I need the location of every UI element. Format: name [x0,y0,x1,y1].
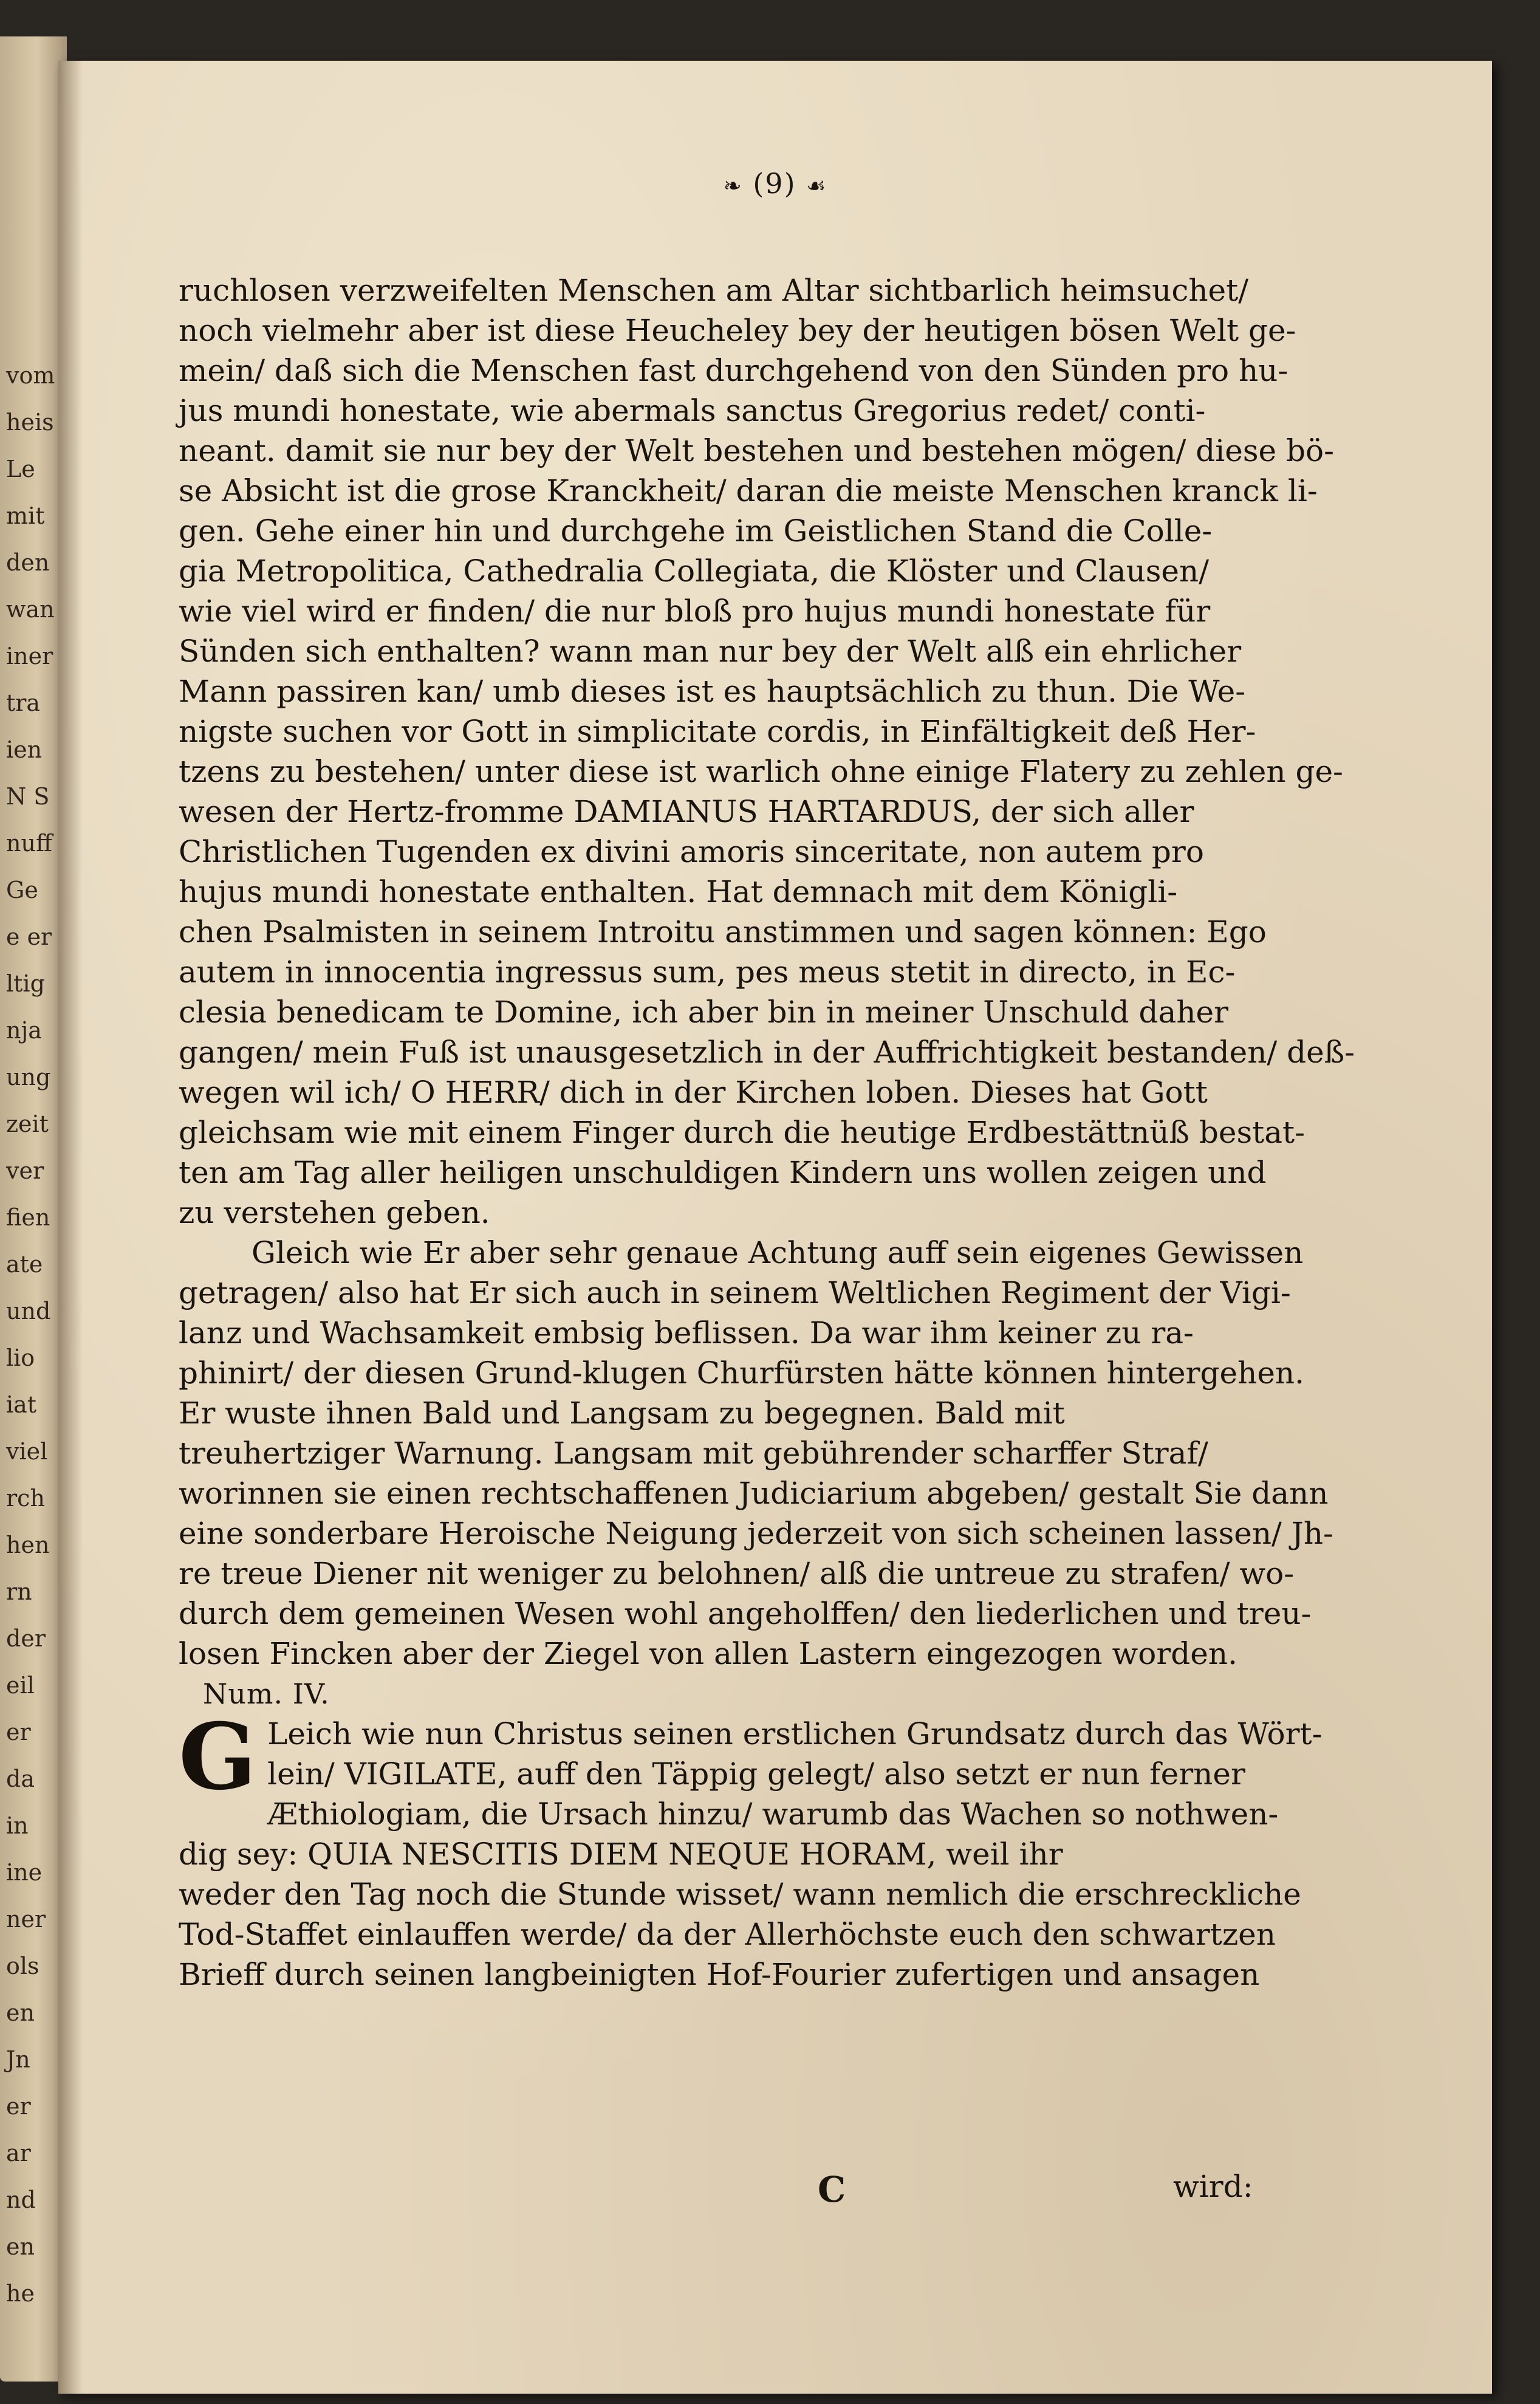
ornament-left-icon: ❧ [723,174,743,199]
text-line: lein/ VIGILATE, auff den Täppig gelegt/ also setzt er nun ferner [267,1756,1245,1792]
text-line: losen Fincken aber der Ziegel von allen Lastern eingezogen worden. [179,1636,1237,1671]
text-line: gen. Gehe einer hin und durchgehe im Geistlichen Stand die Colle- [179,513,1213,549]
edge-fragment: ols [6,1953,39,1979]
text-line: Er wuste ihnen Bald und Langsam zu begegnen. Bald mit [179,1395,1065,1431]
edge-fragment: da [6,1765,35,1792]
edge-fragment: Le [6,456,35,482]
ornament-right-icon: ☙ [806,174,827,199]
body-text [179,270,1355,1995]
edge-fragment: Ge [6,877,38,903]
text-line: se Absicht ist die grose Kranckheit/ daran die meiste Menschen kranck li- [179,473,1318,509]
page-number: (9) [753,167,796,200]
edge-fragment: vom [6,362,55,389]
edge-fragment: ner [6,1906,46,1933]
edge-fragment: hen [6,1532,50,1558]
text-line: zu verstehen geben. [179,1195,490,1230]
text-line: clesia benedicam te Domine, ich aber bin in meiner Unschuld daher [179,995,1229,1030]
text-line: Brieff durch seinen langbeinigten Hof-Fourier zufertigen und ansagen [179,1957,1260,1992]
text-line: Christlichen Tugenden ex divini amoris sinceritate, non autem pro [179,834,1204,869]
text-line: gleichsam wie mit einem Finger durch die heutige Erdbestättnüß bestat- [179,1115,1306,1150]
edge-fragment: N S [6,783,50,810]
edge-fragment: heis [6,409,54,436]
text-line: wegen wil ich/ O HERR/ dich in der Kirchen loben. Dieses hat Gott [179,1075,1208,1110]
edge-fragment: Jn [6,2046,30,2073]
text-line: dig sey: QUIA NESCITIS DIEM NEQUE HORAM, weil ihr [179,1837,1063,1872]
text-line: wie viel wird er finden/ die nur bloß pro hujus mundi honestate für [179,594,1211,629]
edge-fragment: in [6,1812,29,1839]
edge-fragment: iner [6,643,53,669]
edge-fragment: lio [6,1344,35,1371]
text-line: Gleich wie Er aber sehr genaue Achtung auff sein eigenes Gewissen [252,1235,1304,1270]
edge-fragment: wan [6,596,55,623]
edge-fragment: nja [6,1017,42,1044]
text-line: Sünden sich enthalten? wann man nur bey der Welt alß ein ehrlicher [179,634,1242,669]
edge-fragment: en [6,2233,35,2260]
edge-fragment: ar [6,2140,31,2166]
edge-fragment: nuff [6,830,52,857]
edge-fragment: der [6,1625,46,1652]
previous-page-edge [0,36,67,2382]
page [58,61,1492,2394]
text-line: worinnen sie einen rechtschaffenen Judiciarium abgeben/ gestalt Sie dann [179,1476,1329,1511]
text-line: noch vielmehr aber ist diese Heucheley bey der heutigen bösen Welt ge- [179,313,1296,348]
text-line: getragen/ also hat Er sich auch in seinem Weltlichen Regiment der Vigi- [179,1275,1291,1310]
edge-fragment: und [6,1298,51,1324]
text-line: Leich wie nun Christus seinen erstlichen Grundsatz durch das Wört- [267,1716,1323,1752]
edge-fragment: en [6,1999,35,2026]
gutter-shadow [58,61,83,2394]
text-line: autem in innocentia ingressus sum, pes meus stetit in directo, in Ec- [179,954,1236,990]
edge-fragment: den [6,549,50,576]
paragraph-1 [179,270,1355,1233]
page-number-header [58,167,1492,200]
edge-fragment: fien [6,1204,50,1231]
text-line: treuhertziger Warnung. Langsam mit gebührender scharffer Straf/ [179,1436,1208,1471]
text-line: gangen/ mein Fuß ist unausgesetzlich in der Auffrichtigkeit bestanden/ deß- [179,1035,1355,1070]
edge-fragment: viel [6,1438,48,1465]
text-line: chen Psalmisten in seinem Introitu anstimmen und sagen können: Ego [179,914,1267,950]
drop-capital: G [179,1704,257,1810]
edge-fragment: nd [6,2187,36,2213]
text-line: mein/ daß sich die Menschen fast durchgehend von den Sünden pro hu- [179,353,1288,388]
text-line: wesen der Hertz-fromme DAMIANUS HARTARDUS, der sich aller [179,794,1194,829]
text-line: ruchlosen verzweifelten Menschen am Altar sichtbarlich heimsuchet/ [179,273,1249,308]
edge-fragment: er [6,1719,31,1745]
edge-fragment: zeit [6,1111,49,1137]
catchword: wird: [1173,2169,1253,2204]
edge-fragment: ltig [6,970,45,997]
edge-fragment: e er [6,923,52,950]
text-line: Tod-Staffet einlauffen werde/ da der Allerhöchste euch den schwartzen [179,1917,1276,1952]
text-line: re treue Diener nit weniger zu belohnen/ alß die untreue zu strafen/ wo- [179,1556,1295,1591]
paragraph-2 [179,1233,1333,1674]
text-line: nigste suchen vor Gott in simplicitate cordis, in Einfältigkeit deß Her- [179,714,1256,749]
text-line: jus mundi honestate, wie abermals sanctus Gregorius redet/ conti- [179,393,1206,428]
text-line: gia Metropolitica, Cathedralia Collegiata, die Klöster und Clausen/ [179,553,1210,589]
text-line: hujus mundi honestate enthalten. Hat demnach mit dem Königli- [179,874,1178,909]
edge-fragment: ate [6,1251,43,1278]
text-line: Æthiologiam, die Ursach hinzu/ warumb das Wachen so nothwen- [267,1796,1279,1832]
edge-fragment: ien [6,736,43,763]
section-label: Num. IV. [203,1677,330,1710]
edge-fragment: ung [6,1064,51,1091]
text-line: phinirt/ der diesen Grund-klugen Churfürsten hätte können hintergehen. [179,1355,1305,1391]
edge-fragment: eil [6,1672,35,1699]
text-line: neant. damit sie nur bey der Welt bestehen und bestehen mögen/ diese bö- [179,433,1334,468]
text-line: weder den Tag noch die Stunde wisset/ wann nemlich die erschreckliche [179,1877,1301,1912]
edge-fragment: rch [6,1485,45,1512]
edge-fragment: rn [6,1578,32,1605]
edge-fragment: he [6,2280,35,2307]
edge-fragment: ver [6,1157,44,1184]
text-line: lanz und Wachsamkeit embsig beflissen. Da war ihm keiner zu ra- [179,1315,1194,1351]
edge-fragment: ine [6,1859,43,1886]
text-line: tzens zu bestehen/ unter diese ist warlich ohne einige Flatery zu zehlen ge- [179,754,1343,789]
paragraph-3 [179,1704,1323,1995]
text-line: eine sonderbare Heroische Neigung jederzeit von sich scheinen lassen/ Jh- [179,1516,1333,1551]
edge-fragment: mit [6,502,45,529]
text-line: durch dem gemeinen Wesen wohl angeholffen/ den liederlichen und treu- [179,1596,1312,1631]
edge-fragment: er [6,2093,31,2120]
text-line: Mann passiren kan/ umb dieses ist es hauptsächlich zu thun. Die We- [179,674,1246,709]
text-line: ten am Tag aller heiligen unschuldigen Kindern uns wollen zeigen und [179,1155,1267,1190]
signature-mark: C [818,2169,846,2210]
edge-fragment: tra [6,690,41,716]
edge-fragment: iat [6,1391,37,1418]
